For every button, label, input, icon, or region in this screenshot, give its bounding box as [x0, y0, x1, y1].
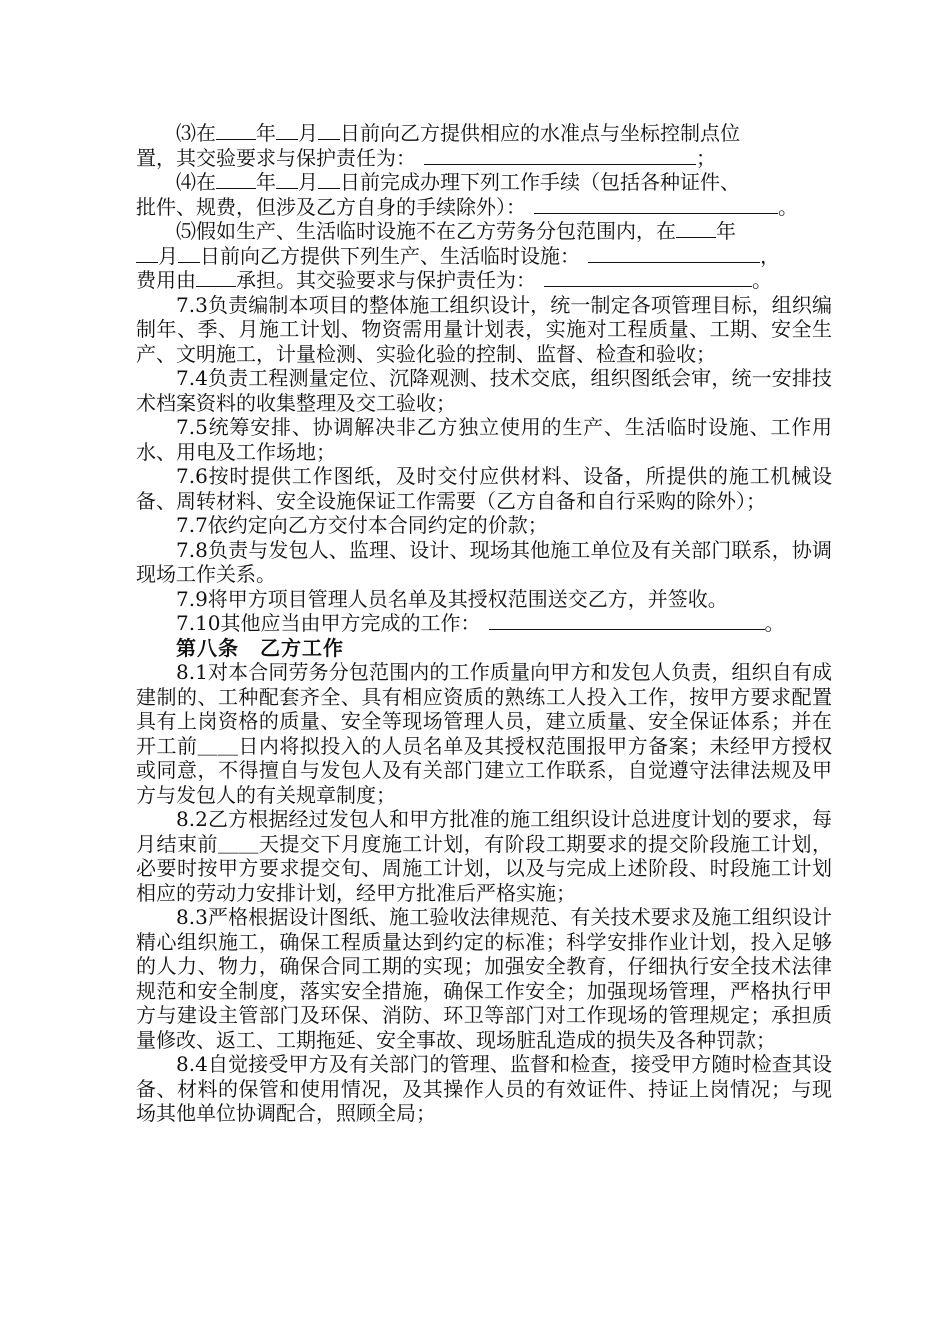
fill-blank [318, 121, 340, 140]
clause-7-5: 7.5统筹安排、协调解决非乙方独立使用的生产、生活临时设施、工作用水、用电及工作场地； [136, 415, 832, 464]
fill-blank [676, 219, 716, 238]
clause-5 [136, 219, 832, 244]
clause-5-cont [136, 244, 832, 269]
fill-blank [588, 244, 760, 263]
clause-text: 费用由 [136, 268, 196, 292]
clause-line [176, 219, 832, 244]
clause-text: ⑶在 [176, 121, 216, 145]
clause-line [176, 611, 832, 636]
clause-7-7: 7.7依约定向乙方交付本合同约定的价款； [176, 513, 548, 537]
fill-blank [196, 268, 236, 287]
clause-text: 日前向乙方提供相应的水准点与坐标控制点位 [340, 121, 740, 145]
clause-7-3: 7.3负责编制本项目的整体施工组织设计，统一制定各项管理目标，组织编制年、季、月施工计划、物资需用量计划表，实施对工程质量、工期、安全生产、文明施工，计量检测、实验化验的控制、监督、检查和验收； [136, 292, 832, 366]
clause-7-6: 7.6按时提供工作图纸，及时交付应供材料、设备，所提供的施工机械设备、周转材料、安全设施保证工作需要（乙方自备和自行采购的除外）； [136, 464, 832, 513]
clause-line [136, 268, 832, 293]
clause-7-9: 7.9将甲方项目管理人员名单及其授权范围送交乙方，并签收。 [176, 586, 728, 611]
clause-text: 。 [764, 611, 785, 635]
fill-blank [136, 244, 158, 263]
clause-line [136, 244, 832, 269]
clause-text: 月 [298, 170, 318, 194]
clause-text: 7.10其他应当由甲方完成的工作： [176, 611, 481, 635]
clause-text: 月 [298, 121, 318, 145]
article-8-heading: 第八条 乙方工作 [176, 635, 344, 660]
fill-blank [276, 170, 298, 189]
clause-text: ； [696, 145, 716, 170]
fill-blank [544, 268, 752, 287]
clause-text: ⑸假如生产、生活临时设施不在乙方劳务分包范围内，在 [176, 219, 676, 243]
clause-text: 。 [752, 268, 772, 292]
clause-text: 。 [778, 194, 798, 219]
clause-text: 日前完成办理下列工作手续（包括各种证件、 [340, 170, 740, 194]
clause-line [176, 121, 832, 146]
clause-text: 年 [256, 121, 276, 145]
clause-text: 月 [158, 243, 178, 268]
clause-8-3: 8.3严格根据设计图纸、施工验收法律规范、有关技术要求及施工组织设计精心组织施工，确保工程质量达到约定的标准；科学安排作业计划，投入足够的人力、物力，确保合同工期的实现；加强安全教育，仔细执行安全技术法律规范和安全制度，落实安全措施，确保工作安全；加强现场管理，严格执行甲方与建设主管部门及环保、消防、环卫等部门对工作现场的管理规定；承担质量修改、返工、工期拖延、安全事故、现场脏乱造成的损失及各种罚款； [136, 905, 832, 1052]
fill-blank [276, 121, 298, 140]
clause-7-8: 7.8负责与发包人、监理、设计、现场其他施工单位及有关部门联系，协调现场工作关系。 [136, 537, 832, 586]
fill-blank [424, 146, 696, 165]
clause-text: ， [760, 243, 780, 268]
clause-text: 置，其交验要求与保护责任为： [136, 145, 416, 170]
clause-line [136, 195, 832, 220]
fill-blank [216, 170, 256, 189]
clause-3-cont [136, 146, 832, 171]
clause-5-cont [136, 268, 832, 293]
fill-blank [318, 170, 340, 189]
fill-blank [178, 244, 200, 263]
clause-4-cont [136, 195, 832, 220]
clause-8-1: 8.1对本合同劳务分包范围内的工作质量向甲方和发包人负责，组织自有成建制的、工种配套齐全、具有相应资质的熟练工人投入工作，按甲方要求配置具有上岗资格的质量、安全等现场管理人员，建立质量、安全保证体系；并在开工前＿＿日内将拟投入的人员名单及其授权范围报甲方备案；未经甲方授权或同意，不得擅自与发包人及有关部门建立工作联系，自觉遵守法律法规及甲方与发包人的有关规章制度； [136, 660, 832, 807]
clause-text: 承担。其交验要求与保护责任为： [236, 268, 536, 292]
clause-8-4: 8.4自觉接受甲方及有关部门的管理、监督和检查，接受甲方随时检查其设备、材料的保管和使用情况，及其操作人员的有效证件、持证上岗情况；与现场其他单位协调配合，照顾全局； [136, 1052, 832, 1125]
fill-blank [534, 195, 778, 214]
clause-8-2: 8.2乙方根据经过发包人和甲方批准的施工组织设计总进度计划的要求，每月结束前＿＿天提交下月度施工计划，有阶段工期要求的提交阶段施工计划，必要时按甲方要求提交旬、周施工计划，以及与完成上述阶段、时段施工计划相应的劳动力安排计划，经甲方批准后严格实施； [136, 807, 832, 905]
clause-3 [136, 121, 832, 146]
clause-4 [136, 170, 832, 195]
clause-text: 年 [256, 170, 276, 194]
clause-line [136, 146, 832, 171]
clause-text: 批件、规费，但涉及乙方自身的手续除外）： [136, 194, 526, 219]
clause-7-4: 7.4负责工程测量定位、沉降观测、技术交底，组织图纸会审，统一安排技术档案资料的收集整理及交工验收； [136, 366, 832, 415]
clause-text: 年 [716, 219, 736, 243]
fill-blank [216, 121, 256, 140]
clause-text: ⑷在 [176, 170, 216, 194]
clause-text: 日前向乙方提供下列生产、生活临时设施： [200, 243, 580, 268]
fill-blank [489, 611, 765, 630]
clause-line [176, 170, 832, 195]
clause-7-10 [136, 611, 832, 636]
